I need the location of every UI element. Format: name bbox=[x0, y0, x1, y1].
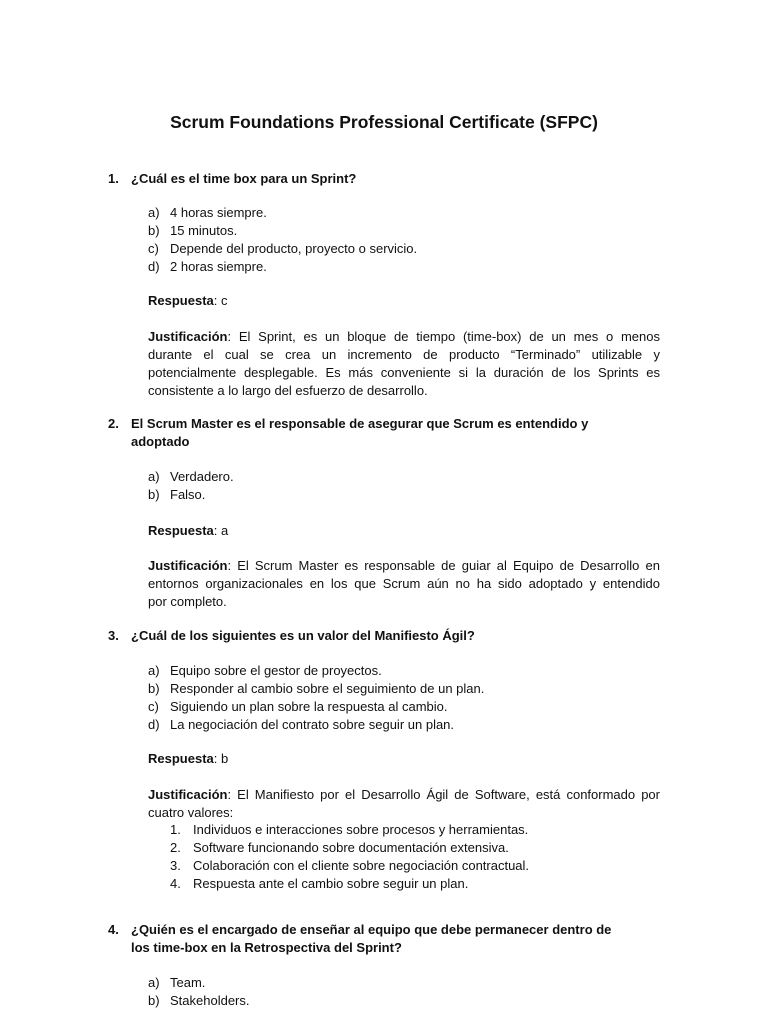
answer-value: : a bbox=[213, 523, 229, 538]
justification-label: Justificación bbox=[148, 558, 228, 573]
justification-text: : El Sprint, es un bloque de tiempo (time-box) de un mes o menos bbox=[227, 329, 660, 344]
justification-line: entornos organizacionales en los que Scrum aún no ha sido adoptado y entendido bbox=[148, 576, 660, 591]
option-text: Equipo sobre el gestor de proyectos. bbox=[170, 663, 382, 678]
value-item bbox=[170, 876, 468, 892]
justification-text: : El Manifiesto por el Desarrollo Ágil de Software, está conformado por bbox=[227, 787, 660, 802]
document-title: Scrum Foundations Professional Certificate (SFPC) bbox=[170, 112, 598, 132]
justification-line bbox=[148, 787, 660, 803]
question-number: 4. bbox=[108, 922, 119, 937]
option bbox=[148, 241, 417, 257]
option-letter: a) bbox=[148, 469, 160, 484]
justification-text: : El Scrum Master es responsable de guiar al Equipo de Desarrollo en bbox=[227, 558, 660, 573]
option-text: Siguiendo un plan sobre la respuesta al cambio. bbox=[170, 699, 448, 714]
option-text: Depende del producto, proyecto o servicio. bbox=[170, 241, 418, 256]
option-letter: b) bbox=[148, 993, 160, 1008]
option bbox=[148, 469, 234, 485]
value-text: Software funcionando sobre documentación extensiva. bbox=[193, 840, 509, 855]
justification-line bbox=[148, 329, 660, 345]
option bbox=[148, 993, 250, 1009]
value-item bbox=[170, 858, 529, 874]
answer-value: : b bbox=[213, 751, 229, 766]
justification-label: Justificación bbox=[148, 787, 228, 802]
option bbox=[148, 975, 205, 991]
answer-label: Respuesta bbox=[148, 293, 214, 308]
value-number: 1. bbox=[170, 822, 181, 837]
answer bbox=[148, 293, 227, 309]
answer-value: : c bbox=[213, 293, 228, 308]
option-letter: c) bbox=[148, 699, 159, 714]
question-number: 1. bbox=[108, 171, 119, 186]
value-text: Colaboración con el cliente sobre negociación contractual. bbox=[193, 858, 530, 873]
question-text: adoptado bbox=[131, 434, 190, 449]
value-item bbox=[170, 822, 528, 838]
option bbox=[148, 223, 237, 239]
option bbox=[148, 205, 267, 221]
value-number: 3. bbox=[170, 858, 181, 873]
question-text: ¿Cuál es el time box para un Sprint? bbox=[131, 171, 357, 186]
question-number: 2. bbox=[108, 416, 119, 431]
value-number: 2. bbox=[170, 840, 181, 855]
value-number: 4. bbox=[170, 876, 181, 891]
option-text: 2 horas siempre. bbox=[170, 259, 267, 274]
justification-line: durante el cual se crea un incremento de producto “Terminado” utilizable y bbox=[148, 347, 660, 362]
answer-label: Respuesta bbox=[148, 523, 214, 538]
option-text: Verdadero. bbox=[170, 469, 234, 484]
question-number: 3. bbox=[108, 628, 119, 643]
justification-label: Justificación bbox=[148, 329, 228, 344]
question-text: ¿Quién es el encargado de enseñar al equipo que debe permanecer dentro de bbox=[131, 922, 612, 937]
option-text: La negociación del contrato sobre seguir un plan. bbox=[170, 717, 455, 732]
justification-line: por completo. bbox=[148, 594, 227, 609]
answer bbox=[148, 751, 228, 767]
value-text: Respuesta ante el cambio sobre seguir un plan. bbox=[193, 876, 469, 891]
option bbox=[148, 487, 205, 503]
option-letter: a) bbox=[148, 205, 160, 220]
answer-label: Respuesta bbox=[148, 751, 214, 766]
question-text: los time-box en la Retrospectiva del Sprint? bbox=[131, 940, 402, 955]
justification-line: cuatro valores: bbox=[148, 805, 234, 820]
option-letter: b) bbox=[148, 681, 160, 696]
option bbox=[148, 259, 267, 275]
option-text: Team. bbox=[170, 975, 206, 990]
option bbox=[148, 663, 382, 679]
option-text: 15 minutos. bbox=[170, 223, 238, 238]
question-text: El Scrum Master es el responsable de asegurar que Scrum es entendido y bbox=[131, 416, 589, 431]
option-letter: a) bbox=[148, 663, 160, 678]
value-item bbox=[170, 840, 509, 856]
justification-line bbox=[148, 558, 660, 574]
question-text: ¿Cuál de los siguientes es un valor del Manifiesto Ágil? bbox=[131, 628, 475, 643]
option-letter: d) bbox=[148, 259, 160, 274]
option-text: Stakeholders. bbox=[170, 993, 250, 1008]
option-letter: b) bbox=[148, 487, 160, 502]
option-letter: a) bbox=[148, 975, 160, 990]
justification-line: potencialmente desplegable. Es más conveniente si la duración de los Sprints es bbox=[148, 365, 660, 380]
option-letter: d) bbox=[148, 717, 160, 732]
option-letter: c) bbox=[148, 241, 159, 256]
option-text: Falso. bbox=[170, 487, 206, 502]
option-text: Responder al cambio sobre el seguimiento de un plan. bbox=[170, 681, 485, 696]
answer bbox=[148, 523, 228, 539]
option bbox=[148, 717, 454, 733]
value-text: Individuos e interacciones sobre procesos y herramientas. bbox=[193, 822, 529, 837]
option bbox=[148, 699, 448, 715]
option-text: 4 horas siempre. bbox=[170, 205, 267, 220]
option bbox=[148, 681, 484, 697]
justification-line: consistente a lo largo del esfuerzo de desarrollo. bbox=[148, 383, 428, 398]
option-letter: b) bbox=[148, 223, 160, 238]
